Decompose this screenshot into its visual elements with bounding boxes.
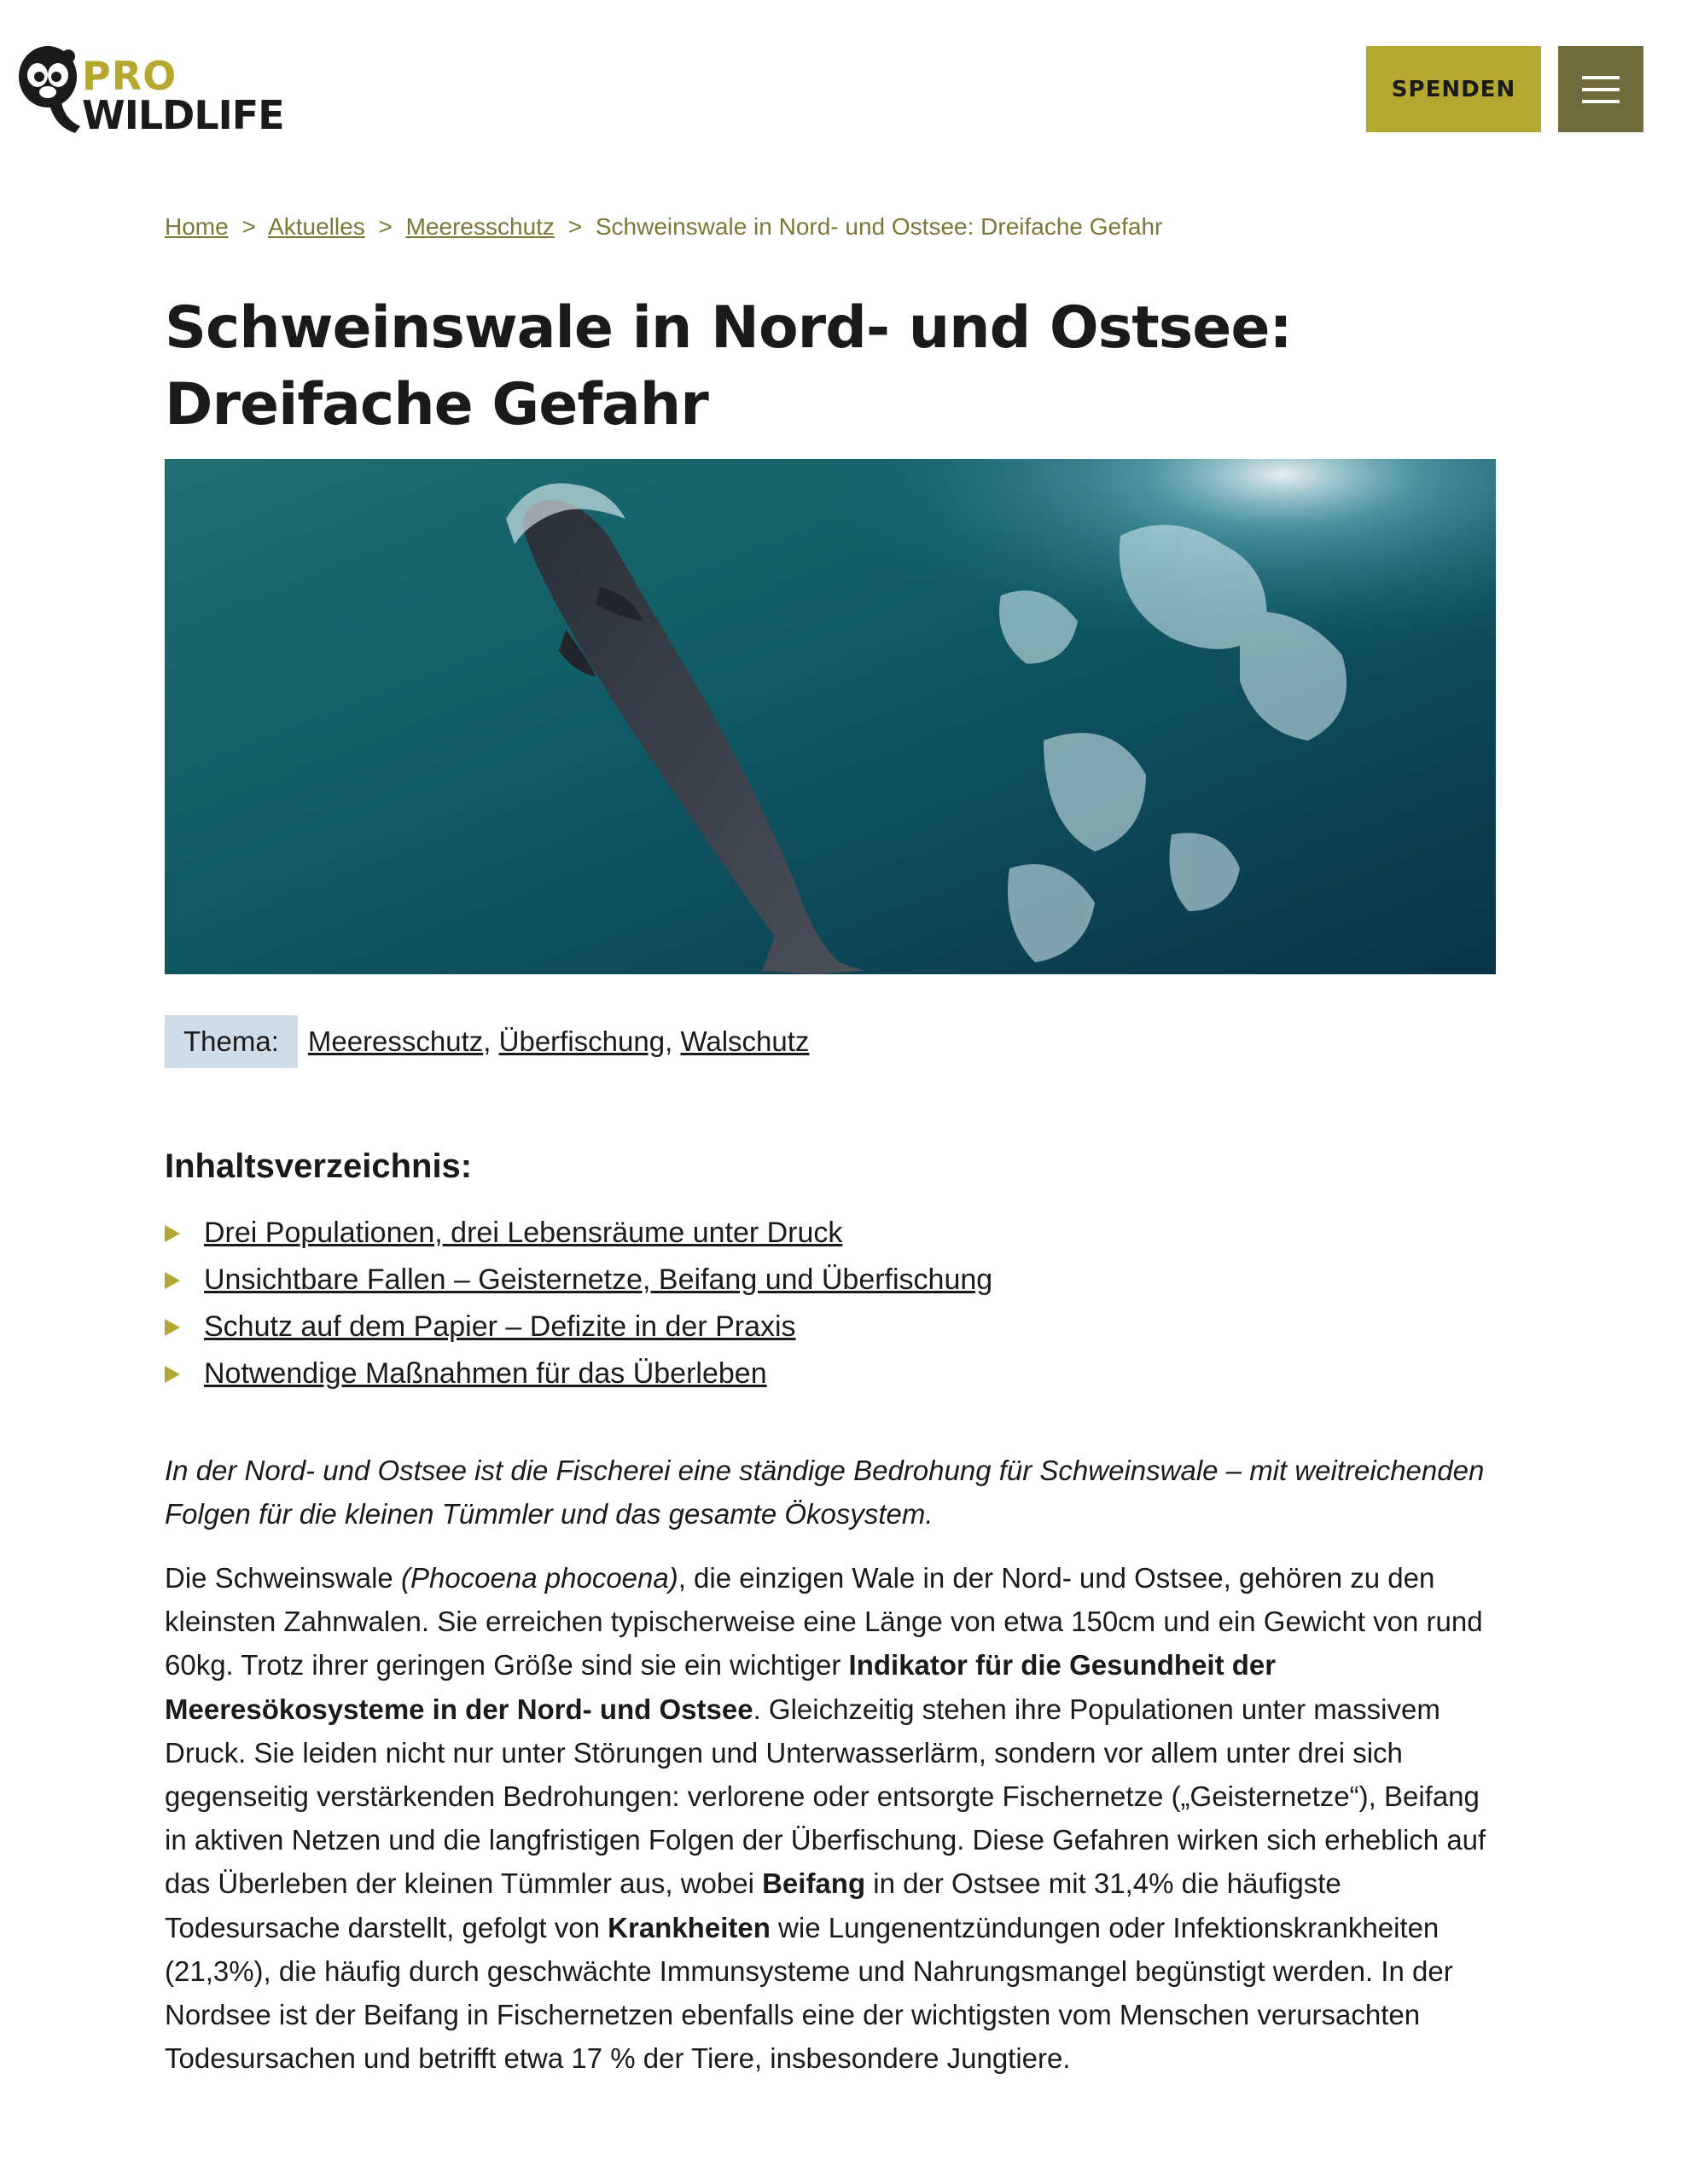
triangle-bullet-icon — [165, 1272, 180, 1289]
page-title: Schweinswale in Nord- und Ostsee: Dreifache Gefahr — [165, 294, 1292, 439]
article-lead: In der Nord- und Ostsee ist die Fischerei eine ständige Bedrohung für Schweinswale – mit weitreichenden Folgen für die kleinen Tümmler und das gesamte Ökosystem. — [165, 1455, 1485, 1530]
toc-title: Inhaltsverzeichnis: — [165, 1147, 473, 1185]
topic-separator: , — [665, 1025, 673, 1057]
logo-pro-text: PRO — [82, 53, 177, 99]
toc-item — [165, 1210, 992, 1257]
topic-links — [308, 1025, 810, 1058]
body-text: Die Schweinswale — [165, 1562, 401, 1594]
toc-item — [165, 1257, 992, 1304]
logo-wildlife-text: WILDLIFE — [82, 92, 284, 138]
topic-separator: , — [483, 1025, 492, 1057]
site-header — [0, 0, 1681, 171]
body-emphasis: Indikator für die Gesundheit der Meeresökosysteme in der Nord- und Ostsee — [165, 1649, 1277, 1725]
body-emphasis: Krankheiten — [608, 1911, 771, 1943]
topic-link-ueberfischung[interactable]: Überfischung — [498, 1025, 666, 1057]
breadcrumb-home[interactable]: Home — [165, 213, 229, 240]
table-of-contents — [165, 1210, 992, 1397]
topic-tags — [165, 1015, 809, 1068]
toc-link[interactable]: Drei Populationen, drei Lebensräume unter Druck — [204, 1217, 843, 1249]
breadcrumb-aktuelles[interactable]: Aktuelles — [268, 213, 365, 240]
topic-label: Thema: — [165, 1015, 298, 1068]
breadcrumb — [165, 213, 1496, 241]
breadcrumb-separator: > — [378, 213, 393, 240]
body-emphasis: Beifang — [762, 1867, 866, 1900]
hero-image — [165, 459, 1496, 974]
menu-button[interactable] — [1558, 46, 1643, 132]
body-text: in der Ostsee mit 31,4% die häufigste Todesursache darstellt, gefolgt von — [165, 1867, 1341, 1943]
triangle-bullet-icon — [165, 1366, 180, 1383]
topic-link-walschutz[interactable]: Walschutz — [680, 1025, 810, 1057]
toc-link[interactable]: Unsichtbare Fallen – Geisternetze, Beifang und Überfischung — [204, 1263, 993, 1296]
body-text: . Gleichzeitig stehen ihre Populationen unter massivem Druck. Sie leiden nicht nur unter Störungen und Unterwasserlärm, sondern vor allem unter drei sich gegenseitig verstärkenden Bedrohungen: verlorene oder entsorgte Fischernetze („Geisternetze“), Beifang in aktiven Netzen und die langfristigen Folgen der Überfischung. Diese Gefahren wirken sich erheblich auf das Überleben der kleinen Tümmler aus, wobei — [165, 1693, 1486, 1900]
breadcrumb-separator: > — [241, 213, 256, 240]
hamburger-icon — [1580, 73, 1621, 107]
topic-link-meeresschutz[interactable]: Meeresschutz — [307, 1025, 484, 1057]
donate-button[interactable]: SPENDEN — [1366, 46, 1541, 132]
toc-link[interactable]: Schutz auf dem Papier – Defizite in der Praxis — [204, 1310, 796, 1343]
logo-wordmark — [82, 53, 284, 138]
breadcrumb-meeresschutz[interactable]: Meeresschutz — [405, 213, 555, 240]
pro-wildlife-logo[interactable] — [15, 41, 297, 139]
toc-item — [165, 1304, 992, 1350]
triangle-bullet-icon — [165, 1225, 180, 1242]
body-text: , die einzigen Wale in der Nord- und Ostsee, gehören zu den kleinsten Zahnwalen. Sie erreichen typischerweise eine Länge von etwa 150cm und ein Gewicht von rund 60kg. Trotz ihrer geringen Größe sind sie ein wichtiger — [165, 1562, 1483, 1682]
breadcrumb-current: Schweinswale in Nord- und Ostsee: Dreifache Gefahr — [595, 213, 1163, 240]
triangle-bullet-icon — [165, 1319, 180, 1336]
toc-link[interactable]: Notwendige Maßnahmen für das Überleben — [204, 1357, 767, 1390]
breadcrumb-separator: > — [567, 213, 583, 240]
body-species-name: (Phocoena phocoena) — [400, 1562, 678, 1594]
toc-item — [165, 1350, 992, 1397]
article-paragraph — [165, 1556, 1496, 2080]
monkey-logo-icon — [15, 41, 85, 139]
body-text: wie Lungenentzündungen oder Infektionskrankheiten (21,3%), die häufig durch geschwächte Immunsysteme und Nahrungsmangel begünstigt werden. In der Nordsee ist der Beifang in Fischernetzen ebenfalls eine der wichtigsten vom Menschen verursachten Todesursachen und betrifft etwa 17 % der Tiere, insbesondere Jungtiere. — [165, 1911, 1453, 2075]
